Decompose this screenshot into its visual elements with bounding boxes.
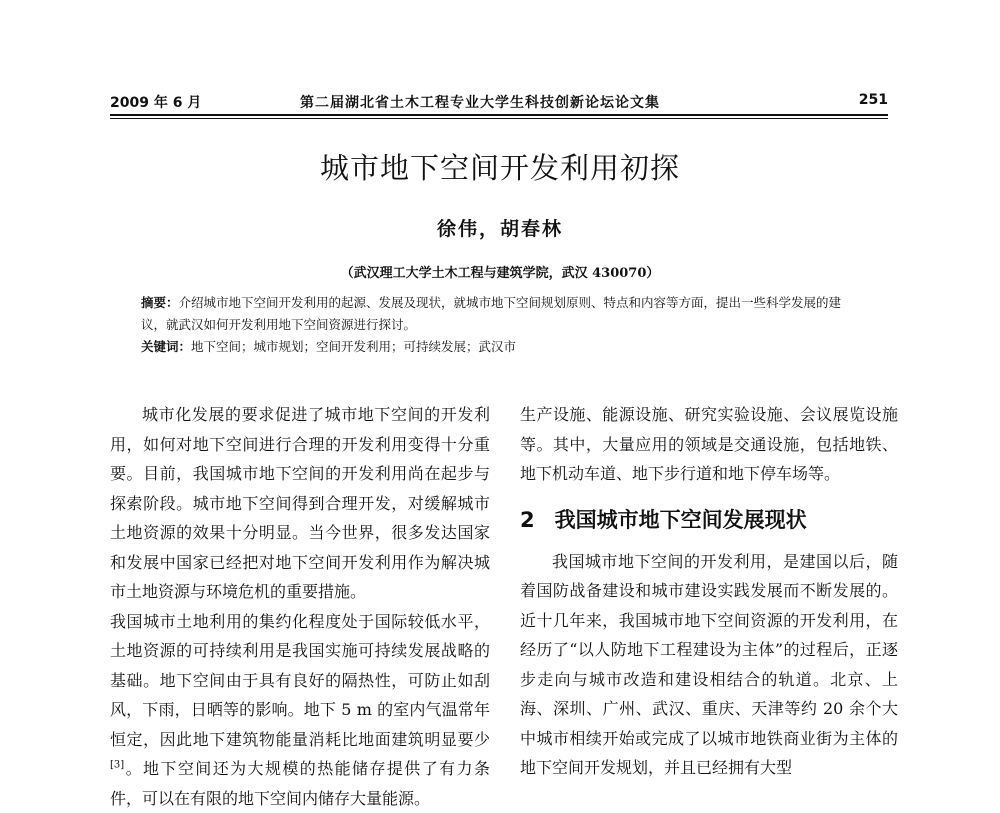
- body-left-column: [110, 400, 490, 813]
- abstract: [141, 292, 861, 336]
- paper-title: 城市地下空间开发利用初探: [0, 146, 1000, 187]
- header-date: 2009 年 6 月: [110, 92, 201, 112]
- body-paragraph-tail: 。地下空间还为大规模的热能储存提供了有力条件，可以在有限的地下空间内储存大量能源。: [110, 759, 490, 808]
- body-paragraph-text: 我国城市土地利用的集约化程度处于国际较低水平，土地资源的可持续利用是我国实施可持续发展战略的基础。地下空间由于具有良好的隔热性，可防止如刮风，下雨，日晒等的影响。地下 5 m 的室内气温常年恒定，因此地下建筑物能量消耗比地面建筑明显要少: [110, 612, 490, 749]
- section-title: 我国城市地下空间发展现状: [555, 508, 807, 532]
- header-page-number: 251: [859, 92, 888, 108]
- body-paragraph: 城市化发展的要求促进了城市地下空间的开发利用，如何对地下空间进行合理的开发利用变得十分重要。目前，我国城市地下空间的开发利用尚在起步与探索阶段。城市地下空间得到合理开发，对缓解城市土地资源的效果十分明显。当今世界，很多发达国家和发展中国家已经把对地下空间开发利用作为解决城市土地资源与环境危机的重要措施。: [110, 400, 490, 607]
- section-heading: [520, 505, 898, 535]
- section-number: 2: [520, 508, 535, 532]
- header-journal-title: 第二届湖北省土木工程专业大学生科技创新论坛论文集: [300, 92, 660, 112]
- keywords: [141, 336, 861, 358]
- abstract-label: 摘要：: [141, 295, 179, 310]
- citation-ref: [3]: [110, 760, 124, 771]
- keywords-text: 地下空间；城市规划；空间开发利用；可持续发展；武汉市: [191, 339, 516, 354]
- body-paragraph: 我国城市地下空间的开发利用，是建国以后，随着国防战备建设和城市建设实践发展而不断发展的。近十几年来，我国城市地下空间资源的开发利用，在经历了“以人防地下工程建设为主体”的过程后，正逐步走向与城市改造和建设相结合的轨道。北京、上海、深圳、广州、武汉、重庆、天津等约 20 余个大中城市相续开始或完成了以城市地铁商业街为主体的地下空间开发规划，并且已经拥有大型: [520, 547, 898, 783]
- abstract-block: [141, 292, 861, 358]
- paper-affiliation: （武汉理工大学土木工程与建筑学院，武汉 430070）: [0, 262, 1000, 281]
- header-rule: [110, 114, 888, 119]
- abstract-text: 介绍城市地下空间开发利用的起源、发展及现状，就城市地下空间规划原则、特点和内容等方面，提出一些科学发展的建议，就武汉如何开发利用地下空间资源进行探讨。: [141, 295, 841, 332]
- body-right-column: [520, 400, 898, 783]
- body-paragraph: 生产设施、能源设施、研究实验设施、会议展览设施等。其中，大量应用的领域是交通设施，包括地铁、地下机动车道、地下步行道和地下停车场等。: [520, 400, 898, 489]
- keywords-label: 关键词：: [141, 339, 191, 354]
- body-paragraph: [110, 607, 490, 813]
- paper-authors: 徐伟，胡春林: [0, 214, 1000, 241]
